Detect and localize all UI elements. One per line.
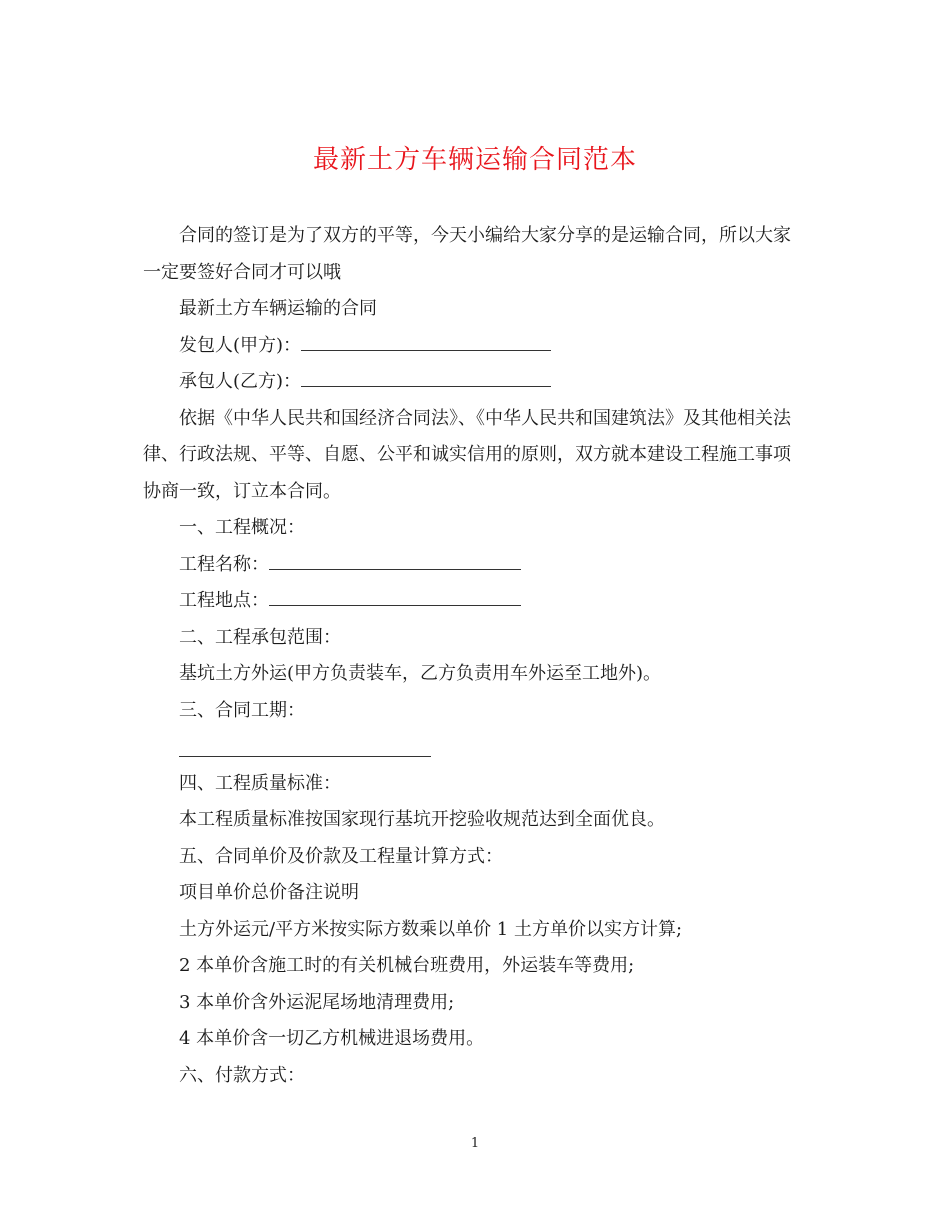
- document-body: [143, 218, 807, 1094]
- party-a-label: 发包人(甲方)：: [179, 334, 302, 356]
- scope-paragraph: 基坑土方外运(甲方负责装车，乙方负责用车外运至工地外)。: [179, 663, 662, 684]
- document-title: 最新土方车辆运输合同范本: [312, 145, 637, 175]
- contract-subtitle: 最新土方车辆运输的合同: [179, 298, 377, 319]
- price-item-2: 2 本单价含施工时的有关机械台班费用，外运装车等费用;: [179, 955, 635, 976]
- section-2-heading: 二、工程承包范围：: [179, 626, 341, 648]
- project-name-blank: [269, 551, 521, 569]
- section-4-heading: 四、工程质量标准：: [179, 772, 341, 794]
- basis-paragraph: 依据《中华人民共和国经济合同法》、《中华人民共和国建筑法》及其他相关法律、行政法规、平等、自愿、公平和诚实信用的原则，双方就本建设工程施工事项协商一致，订立本合同。: [143, 407, 791, 502]
- party-b-blank: [301, 369, 551, 387]
- project-name-label: 工程名称：: [179, 553, 269, 575]
- price-item-1: 土方外运元/平方米按实际方数乘以单价 1 土方单价以实方计算;: [179, 918, 683, 940]
- contract-period-blank: [179, 729, 431, 766]
- price-table-header: 项目单价总价备注说明: [179, 882, 359, 903]
- section-6-heading: 六、付款方式：: [179, 1064, 305, 1086]
- party-a-line: [143, 328, 807, 365]
- party-b-label: 承包人(乙方)：: [179, 371, 302, 392]
- page-number: 1: [470, 1136, 480, 1151]
- intro-paragraph: 合同的签订是为了双方的平等，今天小编给大家分享的是运输合同，所以大家一定要签好合同才可以哦: [143, 225, 791, 283]
- section-1-heading: 一、工程概况：: [179, 517, 305, 538]
- project-name-line: [143, 547, 807, 584]
- project-location-line: [143, 583, 807, 620]
- quality-paragraph: 本工程质量标准按国家现行基坑开挖验收规范达到全面优良。: [179, 809, 665, 830]
- party-b-line: [143, 364, 807, 401]
- party-a-blank: [301, 332, 551, 350]
- project-location-blank: [269, 588, 521, 606]
- section-3-heading: 三、合同工期：: [179, 699, 305, 721]
- project-location-label: 工程地点：: [179, 590, 269, 611]
- price-item-3: 3 本单价含外运泥尾场地清理费用;: [179, 991, 455, 1013]
- section-5-heading: 五、合同单价及价款及工程量计算方式：: [179, 845, 503, 867]
- price-item-4: 4 本单价含一切乙方机械进退场费用。: [179, 1028, 485, 1049]
